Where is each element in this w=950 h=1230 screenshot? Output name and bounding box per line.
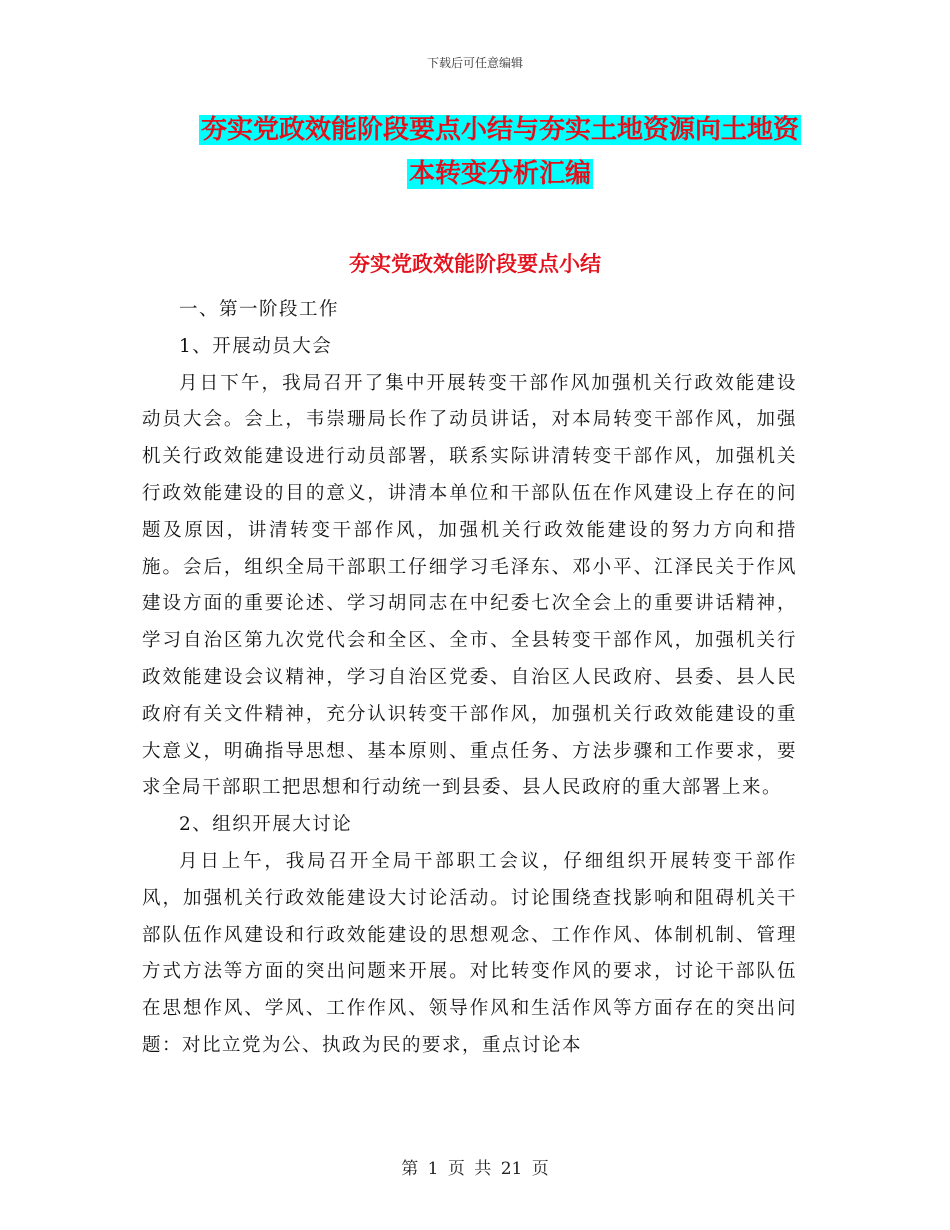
heading-discussion: 2、组织开展大讨论 [179, 814, 353, 836]
header-note: 下载后可任意编辑 [426, 56, 523, 70]
document-body [142, 292, 797, 1065]
title-line-1: 夯实党政效能阶段要点小结与夯实土地资源向土地资 [200, 115, 799, 145]
page-number: 第 1 页 共 21 页 [401, 1159, 549, 1179]
paragraph: 月日上午，我局召开全局干部职工会议，仔细组织开展转变干部作风，加强机关行政效能建设大讨论活动。讨论围绕查找影响和阻碍机关干部队伍作风建设和行政效能建设的思想观念、工作作风、体制机制、管理方式方法等方面的突出问题来开展。对比转变作风的要求，讨论干部队伍在思想作风、学风、工作作风、领导作风和生活作风等方面存在的突出问题：对比立党为公、执政为民的要求，重点讨论本 [142, 850, 797, 1056]
document-title [190, 108, 810, 196]
heading-mobilization-meeting: 1、开展动员大会 [179, 335, 333, 357]
section-title: 夯实党政效能阶段要点小结 [349, 252, 601, 276]
title-line-2: 本转变分析汇编 [408, 159, 591, 189]
paragraph: 月日下午，我局召开了集中开展转变干部作风加强机关行政效能建设动员大会。会上，韦崇珊局长作了动员讲话，对本局转变干部作风，加强机关行政效能建设进行动员部署，联系实际讲清转变干部作风，加强机关行政效能建设的目的意义，讲清本单位和干部队伍在作风建设上存在的问题及原因，讲清转变干部作风，加强机关行政效能建设的努力方向和措施。会后，组织全局干部职工仔细学习毛泽东、邓小平、江泽民关于作风建设方面的重要论述、学习胡同志在中纪委七次全会上的重要讲话精神，学习自治区第九次党代会和全区、全市、全县转变干部作风，加强机关行政效能建设会议精神，学习自治区党委、自治区人民政府、县委、县人民政府有关文件精神，充分认识转变干部作风，加强机关行政效能建设的重大意义，明确指导思想、基本原则、重点任务、方法步骤和工作要求，要求全局干部职工把思想和行动统一到县委、县人民政府的重大部署上来。 [142, 372, 797, 799]
heading-stage-one: 一、第一阶段工作 [179, 299, 340, 320]
